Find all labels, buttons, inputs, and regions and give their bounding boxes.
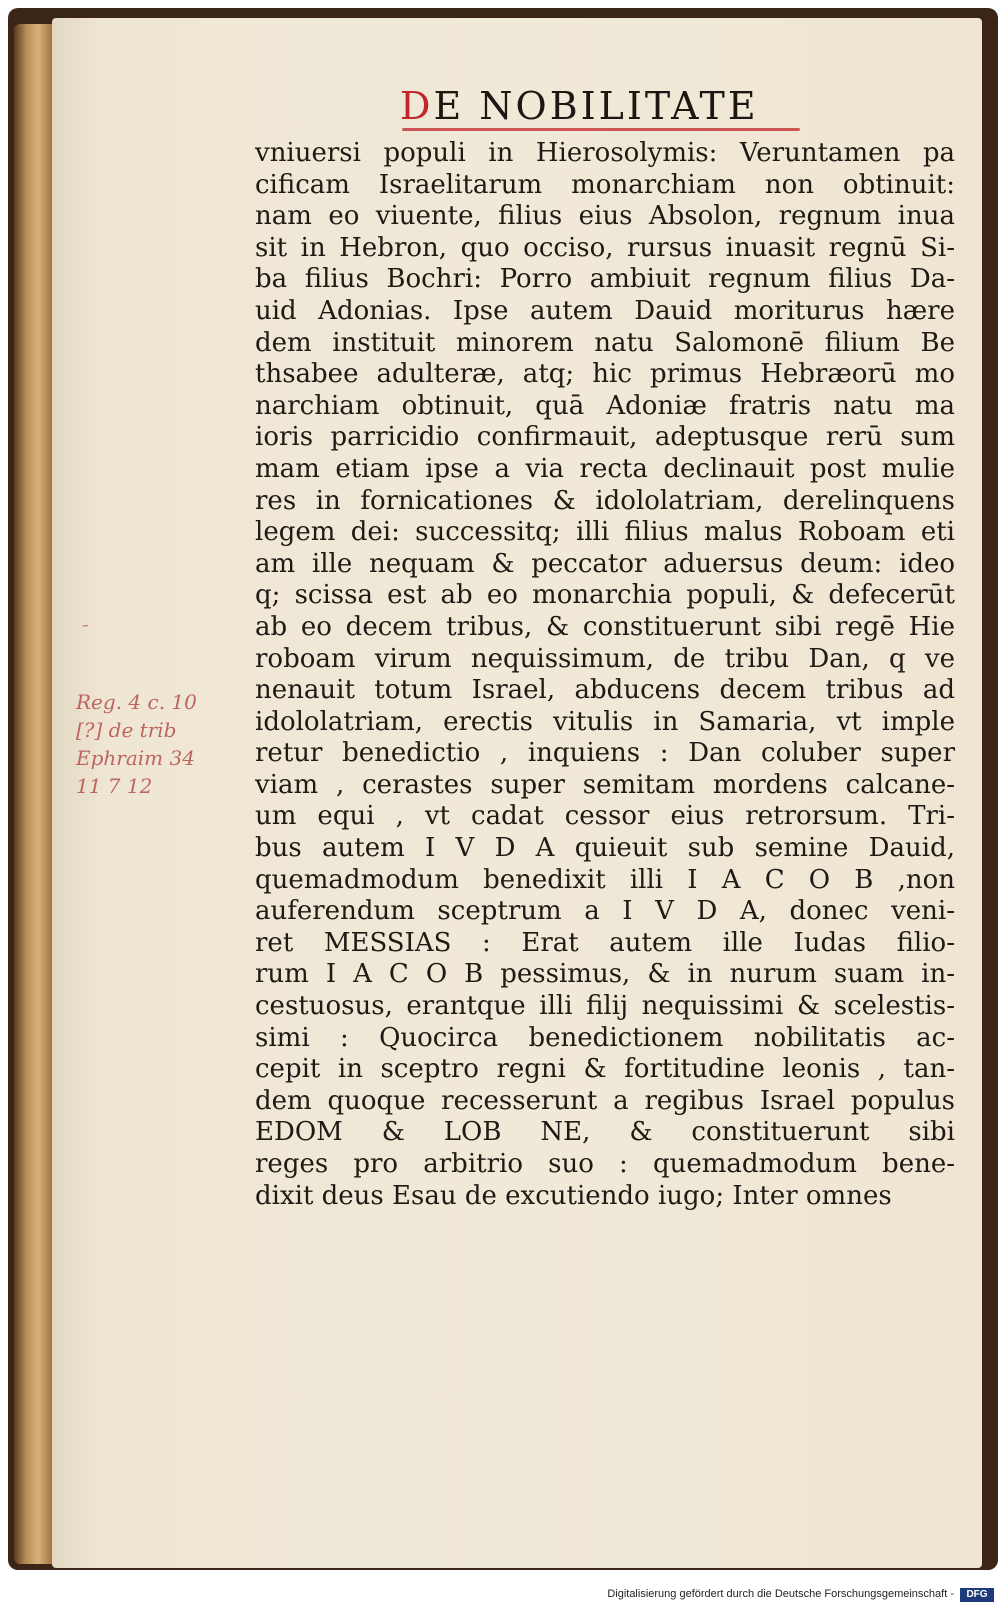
text-line: narchiam obtinuit, quā Adoniæ fratris natu ma <box>255 390 955 421</box>
body-text <box>255 138 955 1212</box>
text-line: EDOM & LOB NE, & constituerunt sibi <box>255 1117 955 1148</box>
text-line: vniuersi populi in Hierosolymis: Veruntamen pa <box>255 138 955 168</box>
marginal-note: Reg. 4 c. 10 <box>76 690 197 714</box>
text-line: legem dei: successitq; illi filius malus Roboam eti <box>255 517 955 548</box>
text-line: ba filius Bochri: Porro ambiuit regnum filius Da- <box>255 264 955 295</box>
text-line: simi : Quocirca benedictionem nobilitatis ac- <box>255 1022 955 1053</box>
text-line: auferendum sceptrum a I V D A, donec veni- <box>255 896 955 927</box>
marginal-note: 11 7 12 <box>76 774 153 798</box>
text-line: viam , cerastes super semitam mordens calcane- <box>255 769 955 800</box>
text-line: quemadmodum benedixit illi I A C O B ,non <box>255 864 955 895</box>
text-line: am ille nequam & peccator aduersus deum: ideo <box>255 548 955 579</box>
margin-mark: - <box>82 612 89 636</box>
text-line: bus autem I V D A quieuit sub semine Dauid, <box>255 833 955 864</box>
text-line: cificam Israelitarum monarchiam non obtinuit: <box>255 169 955 200</box>
text-line: dem quoque recesserunt a regibus Israel populus <box>255 1085 955 1116</box>
text-line: dixit deus Esau de excutiendo iugo; Inter omnes <box>255 1180 892 1211</box>
footer-credit: Digitalisierung gefördert durch die Deutsche Forschungsgemeinschaft - <box>607 1588 954 1600</box>
text-line: thsabee adulteræ, atq; hic primus Hebræorū mo <box>255 359 955 390</box>
text-line: res in fornicationes & idololatriam, derelinquens <box>255 485 955 516</box>
text-line: reges pro arbitrio suo : quemadmodum bene- <box>255 1149 955 1179</box>
marginal-note: Ephraim 34 <box>76 746 195 770</box>
text-line: um equi , vt cadat cessor eius retrorsum. Tri- <box>255 801 955 832</box>
title-underline <box>402 128 800 131</box>
text-line: nam eo viuente, filius eius Absolon, regnum inua <box>255 201 955 232</box>
text-line: roboam virum nequissimum, de tribu Dan, q ve <box>255 643 955 674</box>
page-title <box>400 84 830 134</box>
text-line: cestuosus, erantque illi filij nequissimi & scelestis- <box>255 991 955 1022</box>
marginalia <box>76 688 246 800</box>
dfg-logo: DFG <box>960 1588 994 1602</box>
title-initial: D <box>400 84 434 128</box>
text-line: dem instituit minorem natu Salomonē filium Be <box>255 327 955 358</box>
text-line: ioris parricidio confirmauit, adeptusque rerū sum <box>255 422 955 453</box>
text-line: ab eo decem tribus, & constituerunt sibi regē Hie <box>255 611 955 642</box>
text-line: sit in Hebron, quo occiso, rursus inuasit regnū Si- <box>255 232 955 263</box>
text-line: retur benedictio , inquiens : Dan coluber super <box>255 738 955 769</box>
text-line: nenauit totum Israel, abducens decem tribus ad <box>255 675 955 706</box>
text-line: q; scissa est ab eo monarchia populi, & defecerūt <box>255 580 955 611</box>
title-rest: E NOBILITATE <box>433 84 759 128</box>
footer <box>0 1585 1000 1607</box>
text-line: mam etiam ipse a via recta declinauit post mulie <box>255 453 955 484</box>
text-line: uid Adonias. Ipse autem Dauid moriturus hære <box>255 295 955 326</box>
text-line: cepit in sceptro regni & fortitudine leonis , tan- <box>255 1054 955 1085</box>
marginal-note: [?] de trib <box>76 718 177 742</box>
text-line: ret MESSIAS : Erat autem ille Iudas filio- <box>255 927 955 958</box>
page-edge <box>14 24 54 1564</box>
text-line: rum I A C O B pessimus, & in nurum suam in- <box>255 959 955 990</box>
text-line: idololatriam, erectis vitulis in Samaria, vt imple <box>255 706 955 737</box>
